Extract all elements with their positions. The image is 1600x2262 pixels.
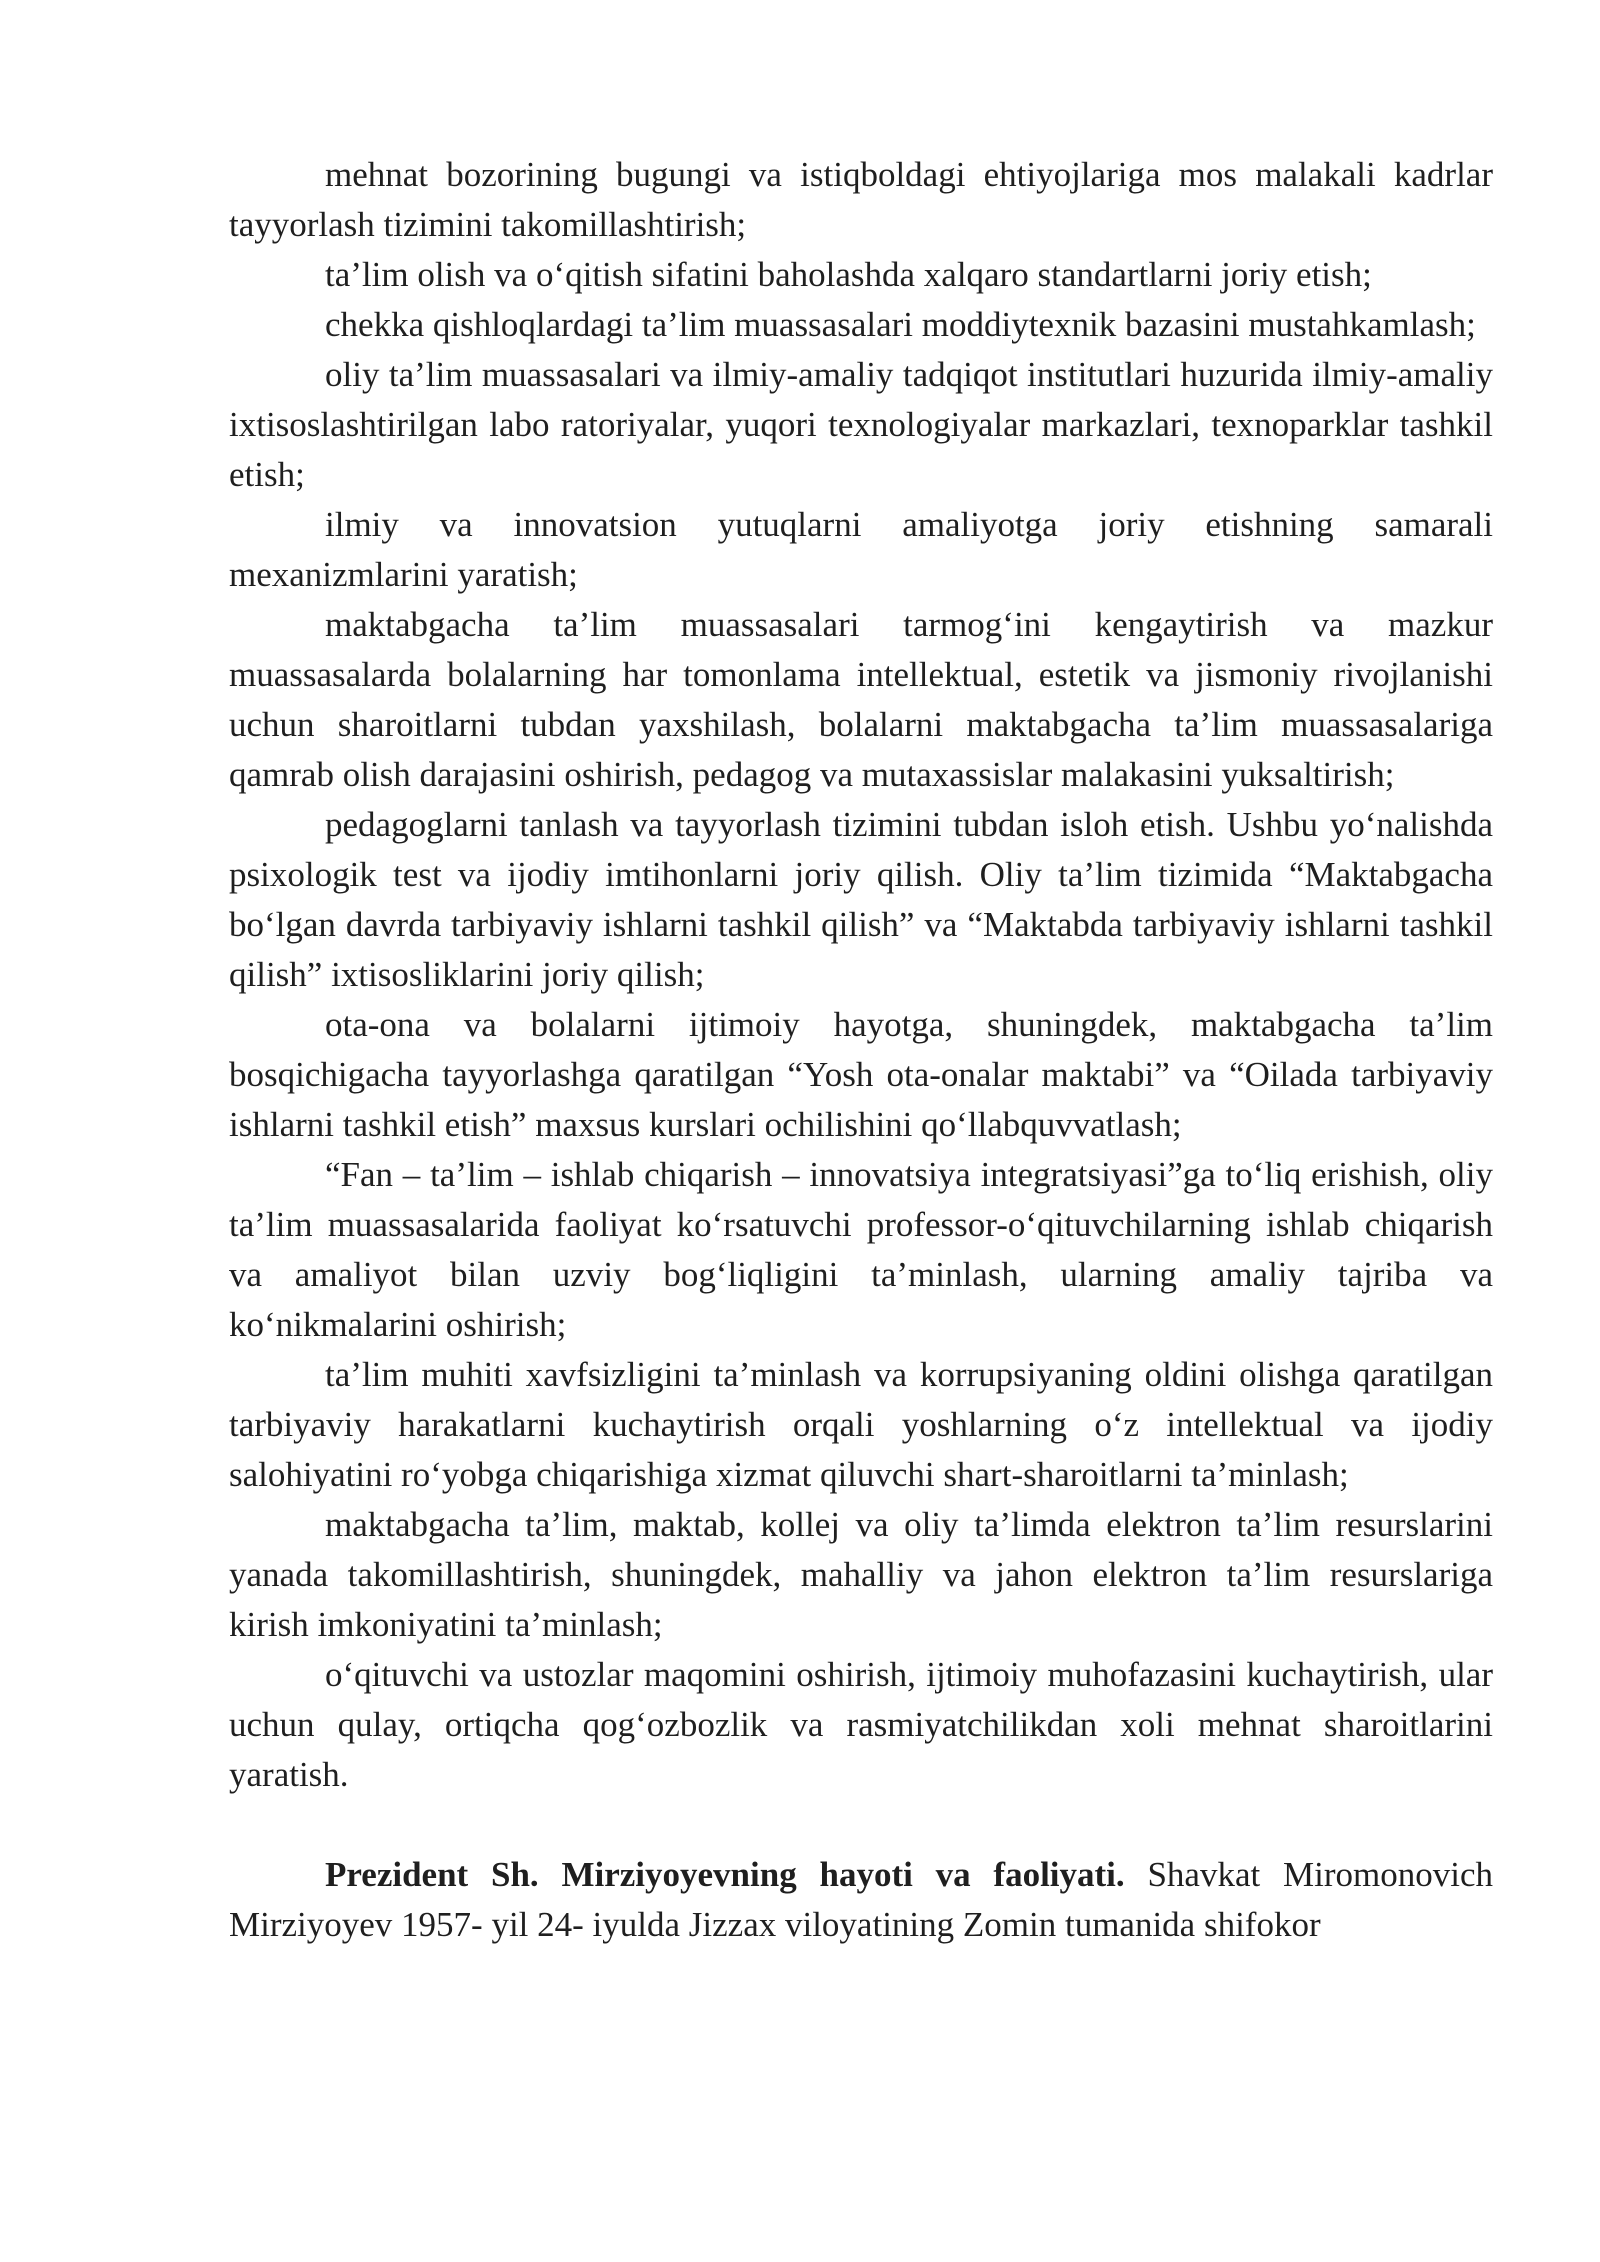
- paragraph: ta’lim olish va o‘qitish sifatini baholashda xalqaro standartlarni joriy etish;: [325, 255, 1372, 294]
- paragraph: ta’lim muhiti xavfsizligini ta’minlash va korrupsiyaning oldini olishga qaratilgan tarbiyaviy harakatlarni kuchaytirish orqali yoshlarning o‘z intellektual va ijodiy salohiyatini ro‘yobga chiqarishiga xizmat qiluvchi shart-sharoitlarni ta’minlash;: [229, 1355, 1493, 1494]
- section-text: Shavkat Miromonovich Mirziyoyev 1957- yil 24- iyulda Jizzax viloyatining Zomin tumanida shifokor: [229, 1855, 1493, 1944]
- paragraph: “Fan – ta’lim – ishlab chiqarish – innovatsiya integratsiyasi”ga to‘liq erishish, oliy ta’lim muassasalarida faoliyat ko‘rsatuvchi professor-o‘qituvchilarning ishlab chiqarish va amaliyot bilan uzviy bog‘liqligini ta’minlash, ularning amaliy tajriba va ko‘nikmalarini oshirish;: [229, 1155, 1493, 1344]
- paragraph: ota-ona va bolalarni ijtimoiy hayotga, shuningdek, maktabgacha ta’lim bosqichigacha tayyorlashga qaratilgan “Yosh ota-onalar maktabi” va “Oilada tarbiyaviy ishlarni tashkil etish” maxsus kurslari ochilishini qo‘llabquvvatlash;: [229, 1005, 1493, 1144]
- paragraph: chekka qishloqlardagi ta’lim muassasalari moddiytexnik bazasini mustahkamlash;: [325, 305, 1476, 344]
- document-page: [229, 150, 1493, 1950]
- paragraph: ilmiy va innovatsion yutuqlarni amaliyotga joriy etishning samarali mexanizmlarini yaratish;: [229, 505, 1493, 594]
- section-spacer: [229, 1800, 1493, 1850]
- paragraph: o‘qituvchi va ustozlar maqomini oshirish, ijtimoiy muhofazasini kuchaytirish, ular uchun qulay, ortiqcha qog‘ozbozlik va rasmiyatchilikdan xoli mehnat sharoitlarini yaratish.: [229, 1655, 1493, 1794]
- paragraph: oliy ta’lim muassasalari va ilmiy-amaliy tadqiqot institutlari huzurida ilmiy-amaliy ixtisoslashtirilgan labo ratoriyalar, yuqori texnologiyalar markazlari, texnoparklar tashkil etish;: [229, 355, 1493, 494]
- section-heading: Prezident Sh. Mirziyoyevning hayoti va faoliyati.: [325, 1855, 1125, 1894]
- paragraph: maktabgacha ta’lim muassasalari tarmog‘ini kengaytirish va mazkur muassasalarda bolalarning har tomonlama intellektual, estetik va jismoniy rivojlanishi uchun sharoitlarni tubdan yaxshilash, bolalarni maktabgacha ta’lim muassasalariga qamrab olish darajasini oshirish, pedagog va mutaxassislar malakasini yuksaltirish;: [229, 605, 1493, 794]
- paragraph: maktabgacha ta’lim, maktab, kollej va oliy ta’limda elektron ta’lim resurslarini yanada takomillashtirish, shuningdek, mahalliy va jahon elektron ta’lim resurslariga kirish imkoniyatini ta’minlash;: [229, 1505, 1493, 1644]
- paragraph: mehnat bozorining bugungi va istiqboldagi ehtiyojlariga mos malakali kadrlar tayyorlash tizimini takomillashtirish;: [229, 155, 1493, 244]
- section-paragraph: [229, 1850, 1493, 1950]
- paragraph: pedagoglarni tanlash va tayyorlash tizimini tubdan isloh etish. Ushbu yo‘nalishda psixologik test va ijodiy imtihonlarni joriy qilish. Oliy ta’lim tizimida “Maktabgacha bo‘lgan davrda tarbiyaviy ishlarni tashkil qilish” va “Maktabda tarbiyaviy ishlarni tashkil qilish” ixtisosliklarini joriy qilish;: [229, 805, 1493, 994]
